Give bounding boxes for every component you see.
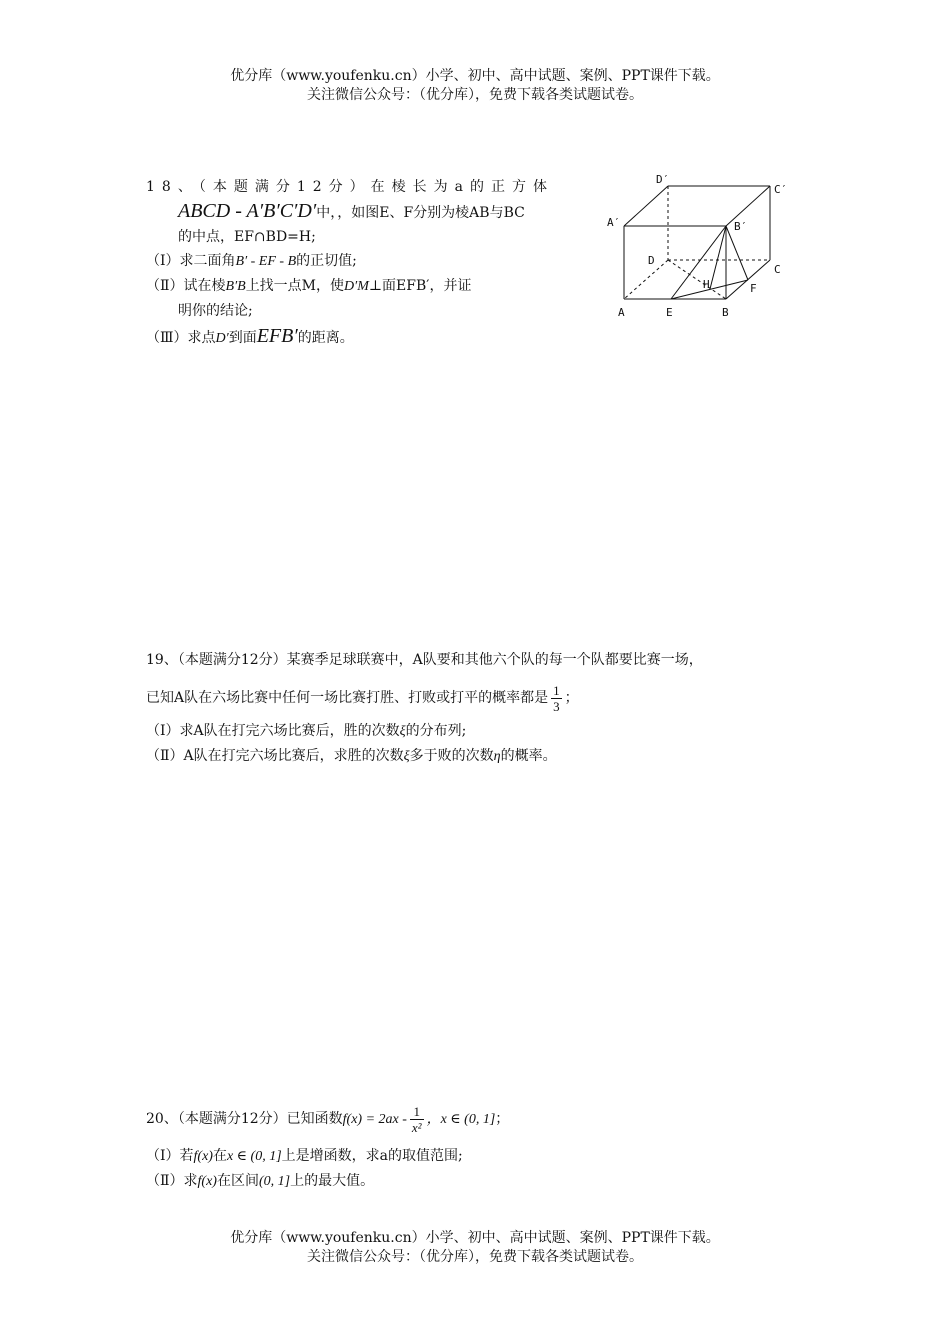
cube-figure	[600, 168, 800, 328]
label-B1: B′	[734, 220, 748, 233]
q18-intro: 18、（本题满分12分）在棱长为a的正方体	[146, 179, 554, 195]
q18-part-3	[146, 326, 354, 349]
q18-cube-name: ABCD - A′B′C′D′	[178, 200, 317, 222]
q19-p2-pre: （Ⅱ）A队在打完六场比赛后，求胜的次数	[146, 748, 404, 764]
q20-p1-dom: x ∈ (0, 1]	[226, 1149, 282, 1164]
q20-fraction	[410, 1104, 424, 1135]
q18-p2-seg: D′M	[344, 279, 369, 294]
label-C1: C′	[774, 183, 788, 196]
footer-line-2: 关注微信公众号：（优分库），免费下载各类试题试卷。	[307, 1249, 643, 1265]
q20-p2-post: 上的最大值。	[290, 1173, 375, 1189]
q20-line-1-pre: 20、（本题满分12分）已知函数	[146, 1111, 343, 1127]
edge-B1-E	[671, 226, 726, 299]
footer-line-1: 优分库（www.youfenku.cn）小学、初中、高中试题、案例、PPT课件下载。	[230, 1230, 720, 1246]
label-H: H	[703, 278, 710, 291]
q19-p2-mid: 多于败的次数	[409, 748, 494, 764]
label-E: E	[666, 306, 673, 319]
q20-p2-mid: 在区间	[216, 1173, 259, 1189]
q20-frac-num: 1	[410, 1104, 424, 1120]
q18-p3-pre: （Ⅲ）求点	[146, 330, 216, 346]
q20-line-1-post: ；	[495, 1111, 510, 1127]
q18-p2-mid: 上找一点M，使	[245, 278, 345, 294]
q20-part-1	[146, 1146, 463, 1167]
q20-line-1	[146, 1100, 509, 1139]
q19-line-2	[146, 680, 579, 716]
hidden-edge-D-B	[668, 260, 726, 299]
q18-part-1	[146, 251, 357, 272]
q18-p2-pre: （Ⅱ）试在棱	[146, 278, 226, 294]
q18-intro-3: 的中点，EF∩BD=H;	[178, 229, 316, 245]
q19-p1-pre: （Ⅰ）求A队在打完六场比赛后，胜的次数	[146, 723, 400, 739]
hidden-edge-D-A	[624, 260, 668, 299]
q20-domain: ，x ∈ (0, 1]	[426, 1112, 496, 1127]
q18-p2-cont: 明你的结论;	[178, 303, 253, 319]
q18-p1-post: 的正切值;	[296, 253, 357, 269]
edge-C1-B1	[726, 186, 770, 226]
q20-frac-den: x²	[411, 1119, 422, 1135]
q20-p2-f: f(x)	[197, 1174, 217, 1189]
header-line-2: 关注微信公众号：（优分库），免费下载各类试题试卷。	[307, 87, 643, 103]
q19-line-1: 19、（本题满分12分）某赛季足球联赛中，A队要和其他六个队的每一个队都要比赛一场，	[146, 652, 703, 668]
label-F: F	[750, 282, 757, 295]
q18-p2-post: ⊥面EFB′，并证	[368, 278, 472, 294]
label-C: C	[774, 263, 781, 276]
q18-line-2	[178, 201, 525, 223]
q19-line-2-pre: 已知A队在六场比赛中任何一场比赛打胜、打败或打平的概率都是	[146, 690, 549, 706]
edge-B1-H	[710, 226, 726, 289]
q18-p3-mid: 到面	[228, 330, 257, 346]
q18-p3-post: 的距离。	[297, 330, 354, 346]
q18-intro-2: 中，，如图E、F分别为棱AB与BC	[316, 205, 525, 221]
q19-fraction	[551, 683, 562, 714]
q20-p1-post: 上是增函数，求a的取值范围;	[281, 1148, 463, 1164]
q18-part-2	[146, 276, 471, 297]
q20-p1-f: f(x)	[193, 1149, 213, 1164]
q20-part-2	[146, 1171, 374, 1192]
q20-func: f(x) = 2ax -	[342, 1112, 407, 1127]
edge-A1-D1	[624, 186, 668, 226]
q19-line-2-post: ；	[564, 690, 579, 706]
q18-p1-math: B′ - EF - B	[235, 254, 297, 269]
edge-B1-F	[726, 226, 748, 280]
q19-part-1	[146, 721, 466, 742]
q18-p2-edge: B′B	[225, 279, 246, 294]
page-footer	[0, 1229, 950, 1267]
label-A1: A′	[607, 216, 621, 229]
label-D: D	[648, 254, 655, 267]
q19-xi-2: ξ	[403, 749, 410, 764]
q19-p1-post: 的分布列;	[405, 723, 467, 739]
label-D1: D′	[656, 173, 670, 186]
label-A: A	[618, 306, 625, 319]
header-line-1: 优分库（www.youfenku.cn）小学、初中、高中试题、案例、PPT课件下载。	[230, 68, 720, 84]
q20-p2-pre: （Ⅱ）求	[146, 1173, 198, 1189]
q18-p3-pt: D′	[215, 331, 229, 346]
q18-p1-pre: （Ⅰ）求二面角	[146, 253, 236, 269]
q19-frac-den: 3	[553, 698, 560, 714]
q19-p2-post: 的概率。	[500, 748, 557, 764]
q20-p2-dom: (0, 1]	[258, 1174, 291, 1189]
q19-eta: η	[493, 749, 501, 764]
page-header	[0, 67, 950, 105]
q20-p1-pre: （Ⅰ）若	[146, 1148, 194, 1164]
q19-frac-num: 1	[553, 682, 560, 698]
q20-p1-mid: 在	[212, 1148, 227, 1164]
q18-p3-plane: EFB′	[256, 325, 298, 347]
label-B: B	[722, 306, 729, 319]
q19-xi: ξ	[399, 724, 406, 739]
q19-part-2	[146, 746, 557, 767]
